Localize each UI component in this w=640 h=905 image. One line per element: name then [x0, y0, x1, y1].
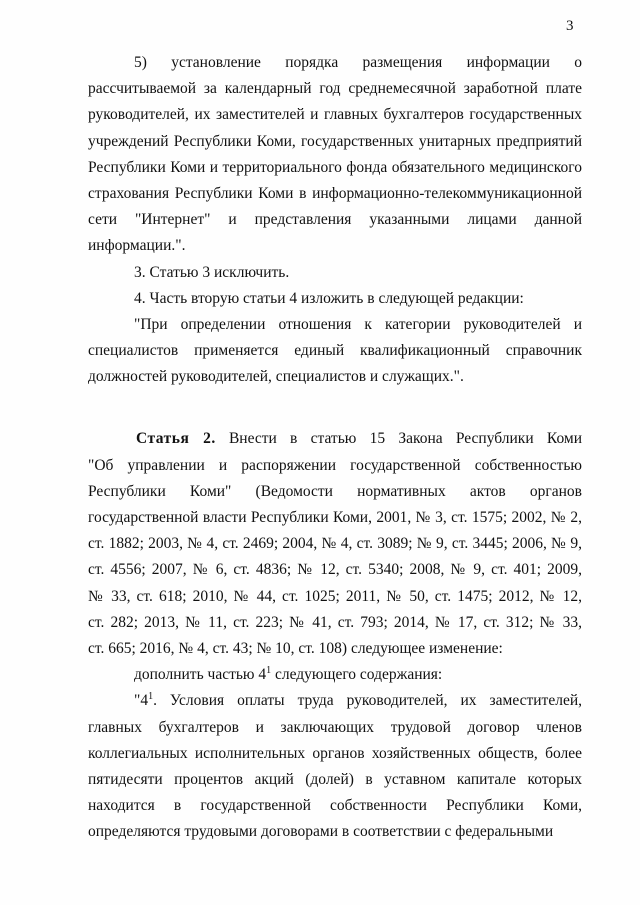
supplement-line: [88, 662, 582, 688]
document-body: [88, 50, 582, 845]
supplement-text: дополнить частью 4: [134, 666, 267, 684]
text-line: "При определении отношения к категории руководителей и: [134, 315, 582, 333]
text-line: Республики Коми и территориального фонда обязательного медицинского: [88, 158, 582, 176]
item-first-line-text: . Условия оплаты труда руководителей, их заместителей,: [153, 692, 582, 710]
article2: [88, 426, 582, 845]
text-line: 4. Часть вторую статьи 4 изложить в следующей редакции:: [134, 289, 524, 307]
text-line: страхования Республики Коми в информационно-телекоммуникационной: [88, 184, 582, 202]
article2-first-line-text: Внести в статью 15 Закона Республики Коми: [228, 430, 582, 448]
text-line: специалистов применяется единый квалификационный справочник: [88, 342, 582, 360]
text-line: должностей руководителей, специалистов и служащих.".: [88, 368, 464, 386]
item-4-1-first-line: [88, 688, 582, 714]
item-line: пятидесяти процентов акций (долей) в уставном капитале которых: [88, 770, 582, 788]
text-line: 3. Статью 3 исключить.: [134, 263, 290, 281]
item-line: находится в государственной собственности Республики Коми,: [88, 797, 582, 815]
text-line: рассчитываемой за календарный год среднемесячной заработной плате: [88, 80, 582, 98]
text-line: руководителей, их заместителей и главных бухгалтеров государственных: [88, 106, 582, 124]
article2-line: № 33, ст. 618; 2010, № 44, ст. 1025; 2011, № 50, ст. 1475; 2012, № 12,: [88, 587, 582, 605]
article2-line: ст. 282; 2013, № 11, ст. 223; № 41, ст. 793; 2014, № 17, ст. 312; № 33,: [88, 613, 582, 631]
article2-first-line: [88, 426, 582, 452]
item-line: коллегиальных исполнительных органов хозяйственных обществ, более: [88, 744, 582, 762]
supplement-text-end: следующего содержания:: [271, 666, 443, 684]
article2-line: Республики Коми" (Ведомости нормативных актов органов: [88, 482, 582, 500]
superscript: 1: [266, 665, 272, 677]
text-line: 5) установление порядка размещения информации о: [134, 54, 582, 71]
paragraph-gap: [88, 390, 582, 426]
item-line: главных бухгалтеров и заключающих трудовой договор членов: [88, 718, 582, 736]
article2-line: ст. 1882; 2003, № 4, ст. 2469; 2004, № 4, ст. 3089; № 9, ст. 3445; 2006, № 9,: [88, 535, 582, 553]
item-number: "4: [134, 692, 149, 710]
article2-line: ст. 4556; 2007, № 6, ст. 4836; № 12, ст. 5340; 2008, № 9, ст. 401; 2009,: [88, 561, 582, 579]
article2-last-line: ст. 665; 2016, № 4, ст. 43; № 10, ст. 108) следующее изменение:: [88, 639, 503, 657]
text-line: сети "Интернет" и представления указанными лицами данной: [88, 211, 582, 229]
page-number: 3: [566, 18, 574, 34]
article2-heading: Статья 2.: [136, 430, 216, 448]
item-line: определяются трудовыми договорами в соответствии с федеральными: [88, 823, 554, 841]
article2-line: "Об управлении и распоряжении государственной собственностью: [88, 456, 582, 474]
article2-line: государственной власти Республики Коми, 2001, № 3, ст. 1575; 2002, № 2,: [88, 509, 582, 526]
article1-continuation: [88, 50, 582, 390]
superscript: 1: [148, 691, 154, 703]
text-line: учреждений Республики Коми, государственных унитарных предприятий: [88, 132, 582, 150]
text-line: информации.".: [88, 237, 186, 255]
